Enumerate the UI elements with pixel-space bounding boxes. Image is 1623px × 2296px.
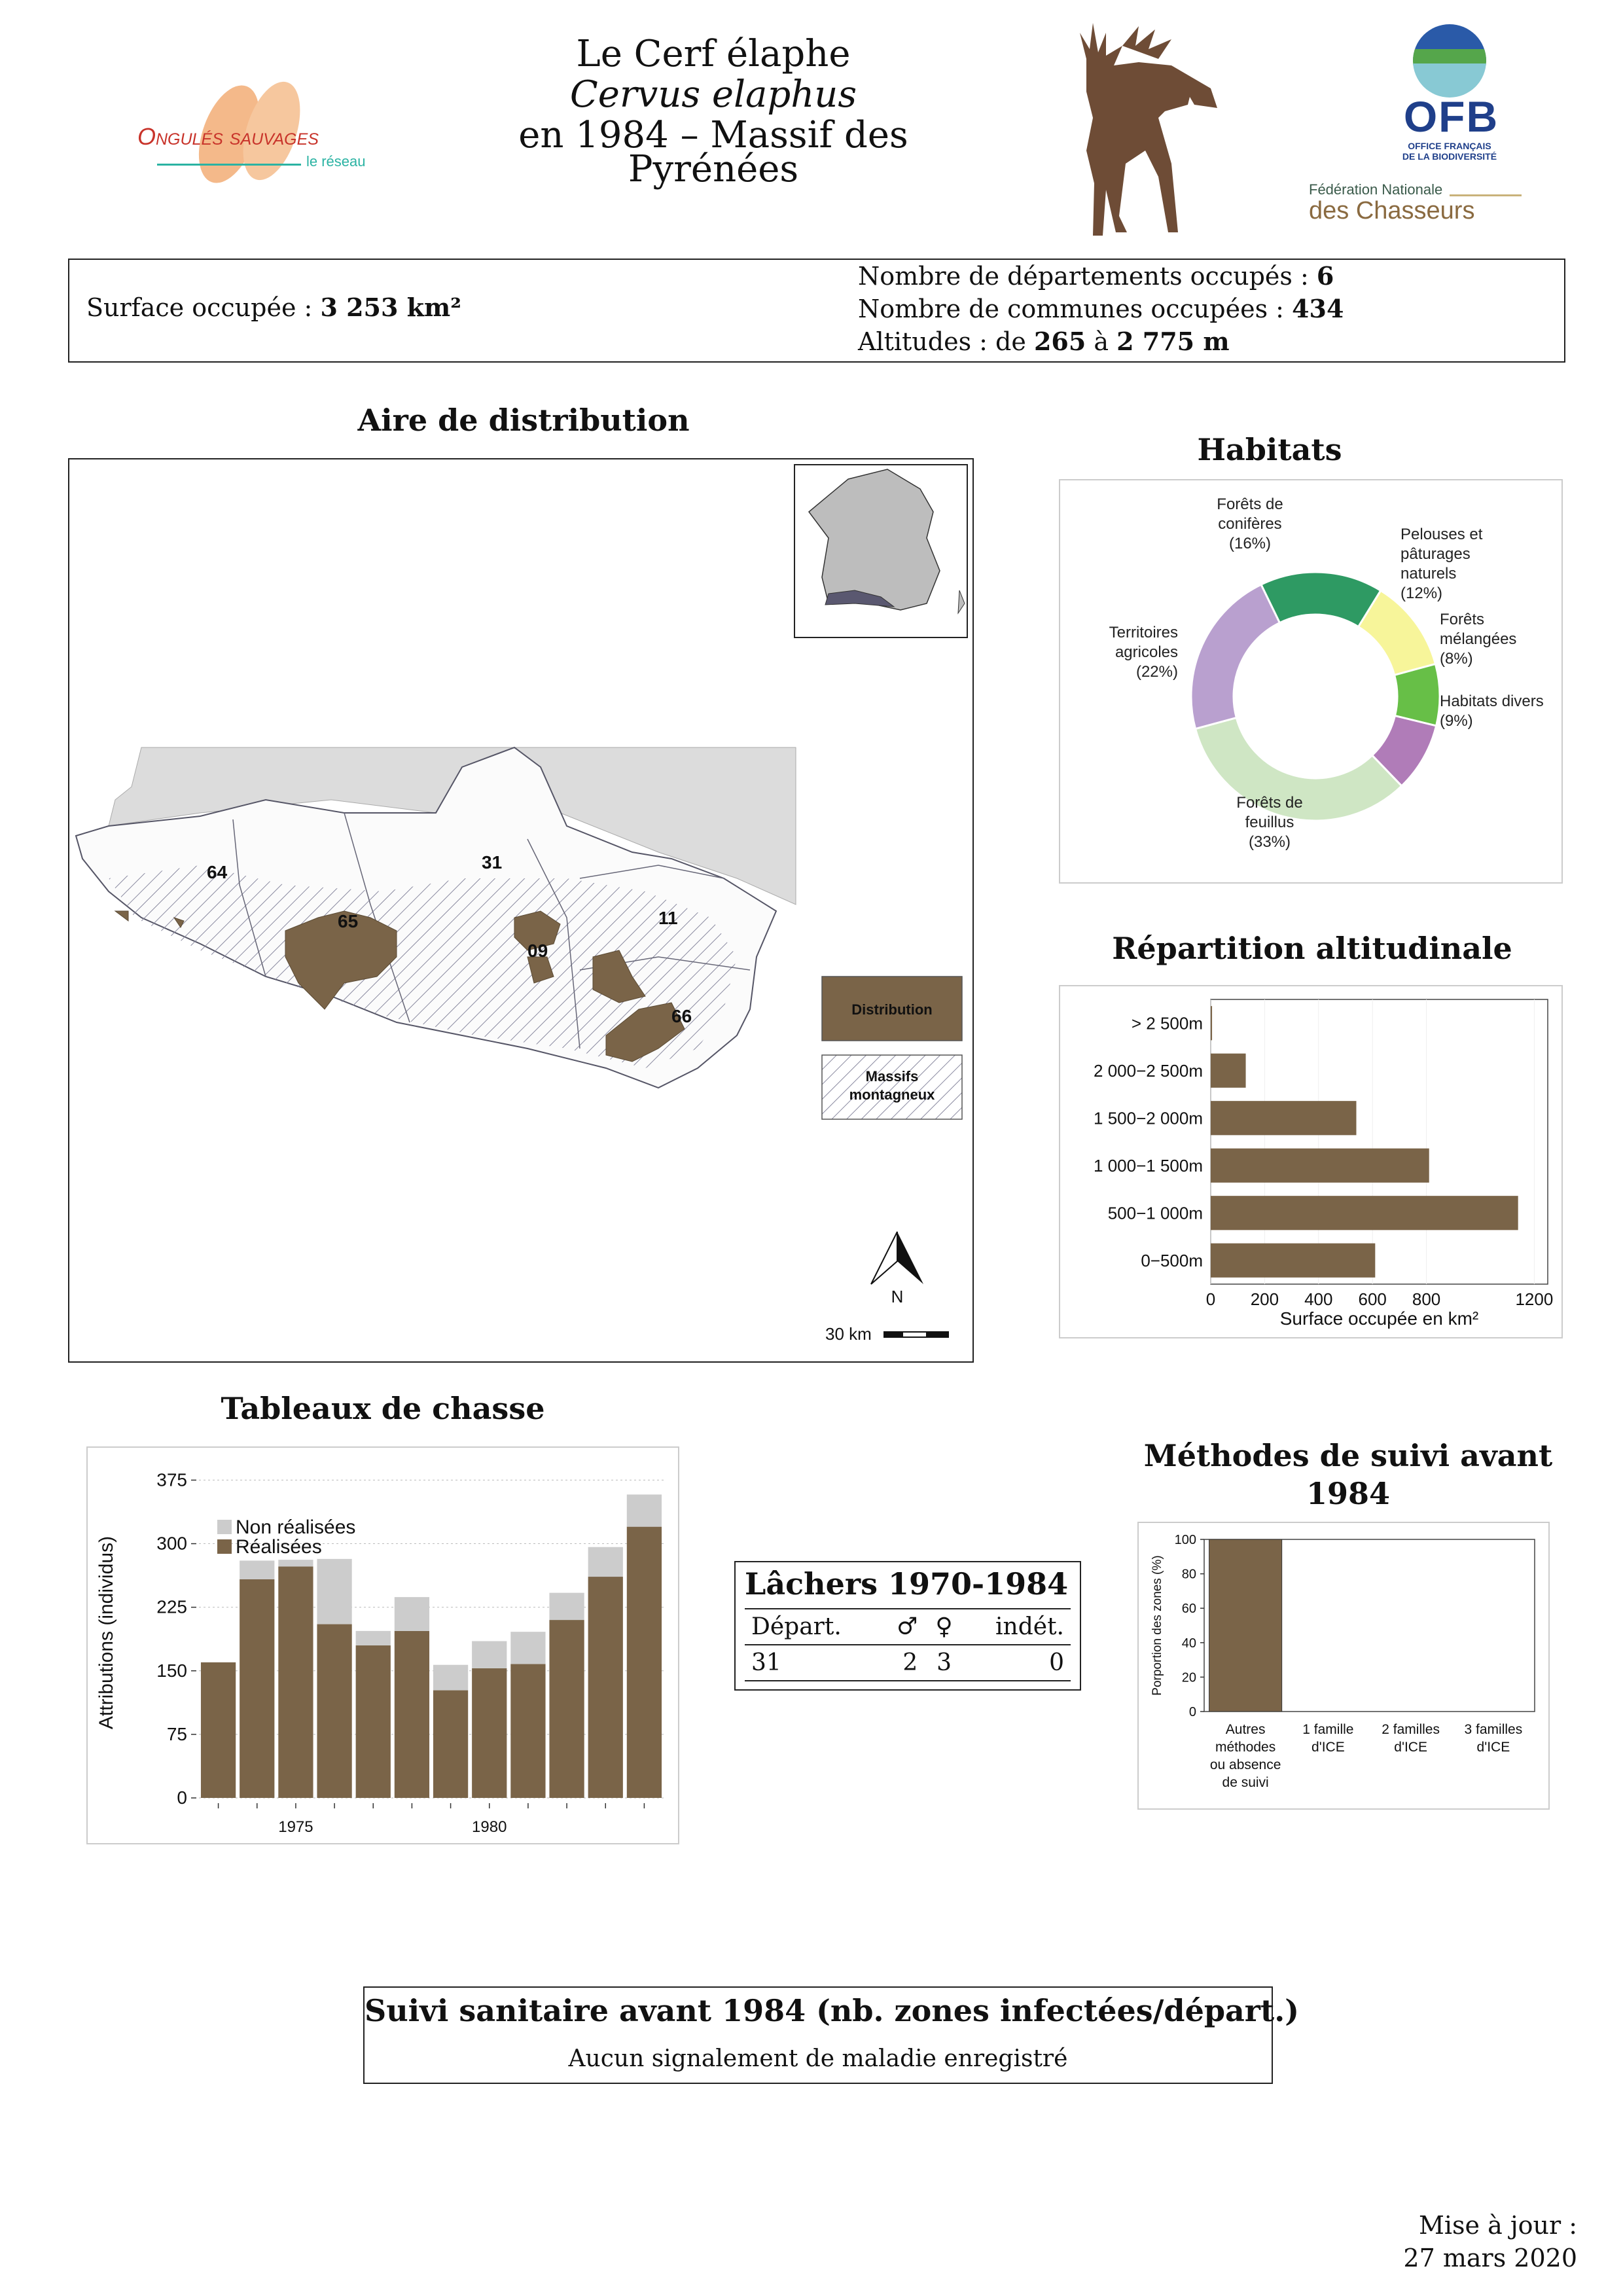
- hunting-bar-chart: [88, 1448, 678, 1843]
- habitat-label: (12%): [1400, 584, 1443, 602]
- logo-fnc-stripe: [1450, 194, 1522, 196]
- hunting-bar-realized: [627, 1527, 662, 1798]
- altitude-sep: à: [1094, 327, 1109, 356]
- logo-ongules-sauvages: [131, 72, 380, 183]
- altitude-bar: [1211, 1101, 1356, 1135]
- altitude-x-axis-label: Surface occupée en km²: [1279, 1308, 1479, 1329]
- north-arrow-icon: [871, 1232, 923, 1284]
- habitat-label: feuillus: [1245, 814, 1294, 831]
- health-title: Suivi sanitaire avant 1984 (nb. zones infectées/départ.): [365, 1993, 1300, 2028]
- methods-category-label: d'ICE: [1476, 1740, 1510, 1755]
- north-label: N: [891, 1287, 904, 1306]
- altitude-x-tick: 800: [1412, 1289, 1441, 1309]
- hunting-bar-realized: [278, 1567, 313, 1799]
- page-title: [452, 34, 975, 190]
- altitude-x-tick: 400: [1304, 1289, 1333, 1309]
- hunting-bar-unrealized: [356, 1631, 391, 1645]
- habitat-label: (22%): [1135, 663, 1178, 681]
- methods-y-tick: 20: [1181, 1670, 1196, 1685]
- scale-label: 30 km: [825, 1324, 872, 1344]
- hunting-legend-unrealized-swatch: [217, 1520, 232, 1534]
- methods-category-label: ou absence: [1209, 1757, 1281, 1772]
- dept-label-64: 64: [207, 862, 228, 882]
- logo-ofb-sub1: OFFICE FRANÇAIS: [1408, 141, 1491, 151]
- altitude-bar: [1211, 1149, 1429, 1183]
- hunting-bar-realized: [201, 1662, 236, 1798]
- hunting-y-axis-label: Attributions (individus): [96, 1535, 117, 1730]
- habitat-label: (8%): [1440, 650, 1473, 668]
- altitude-bar: [1211, 1196, 1518, 1230]
- logo-fnc-line1: Fédération Nationale: [1309, 181, 1443, 198]
- methods-category-label: 3 familles: [1464, 1722, 1523, 1737]
- habitat-label: (9%): [1440, 712, 1473, 730]
- habitat-label: (33%): [1248, 833, 1291, 851]
- hunting-legend-unrealized: Non réalisées: [236, 1516, 356, 1538]
- hunting-bar-unrealized: [588, 1547, 623, 1577]
- habitat-label: (16%): [1228, 535, 1272, 552]
- surface-label: Surface occupée :: [86, 293, 313, 322]
- hunting-bar-realized: [240, 1579, 274, 1798]
- methods-y-tick: 100: [1174, 1533, 1196, 1547]
- releases-box: [734, 1561, 1081, 1691]
- releases-header-row: [745, 1609, 1071, 1645]
- altitude-x-tick: 200: [1250, 1289, 1279, 1309]
- habitat-label: pâturages: [1400, 545, 1471, 563]
- logo-ongules-underline: [157, 164, 301, 166]
- france-inset: [794, 465, 967, 637]
- methods-chart-frame: [1137, 1522, 1550, 1810]
- altitude-bar-chart: [1060, 986, 1561, 1337]
- hunting-bar-unrealized: [627, 1494, 662, 1526]
- altitude-category-label: 1 000−1 500m: [1094, 1155, 1203, 1175]
- releases-cell-male: 2: [902, 1649, 918, 1676]
- methods-y-axis-label: Porportion des zones (%): [1150, 1555, 1164, 1696]
- logo-fnc-line2: des Chasseurs: [1309, 197, 1475, 224]
- hunting-bar-realized: [395, 1631, 429, 1798]
- altitude-max: 2 775 m: [1116, 327, 1230, 356]
- altitude-title: Répartition altitudinale: [1112, 931, 1512, 966]
- releases-cell-dept: 31: [751, 1649, 781, 1676]
- summary-box: [68, 259, 1565, 363]
- methods-title-line2: 1984: [1306, 1476, 1391, 1511]
- communes-label: Nombre de communes occupées :: [858, 295, 1284, 323]
- communes-value: 434: [1292, 294, 1344, 323]
- dept-label-65: 65: [338, 911, 359, 931]
- methods-bar-chart: [1139, 1523, 1548, 1808]
- hunting-bar-realized: [549, 1620, 584, 1798]
- hunting-x-tick: 1975: [278, 1818, 313, 1836]
- hunting-bar-realized: [588, 1577, 623, 1798]
- title-year-region: en 1984 – Massif des: [518, 114, 908, 156]
- altitude-chart-frame: [1059, 985, 1563, 1338]
- hunting-chart-frame: [86, 1446, 679, 1844]
- methods-category-label: Autres: [1225, 1722, 1266, 1737]
- title-latin-name: Cervus elaphus: [569, 73, 857, 116]
- methods-title-line1: Méthodes de suivi avant: [1143, 1438, 1553, 1473]
- hunting-bar-realized: [433, 1691, 468, 1798]
- altitude-bar: [1211, 1054, 1246, 1088]
- altitude-category-label: > 2 500m: [1131, 1013, 1203, 1033]
- hunting-bar-unrealized: [472, 1641, 507, 1668]
- hunting-title: Tableaux de chasse: [221, 1391, 545, 1426]
- methods-category-label: de suivi: [1222, 1775, 1269, 1790]
- legend-distribution-label: Distribution: [851, 1001, 933, 1018]
- map-title: Aire de distribution: [357, 403, 690, 438]
- hunting-x-tick: 1980: [472, 1818, 507, 1836]
- dept-label-31: 31: [482, 852, 503, 872]
- hunting-bar-unrealized: [278, 1560, 313, 1566]
- habitats-chart-frame: [1059, 479, 1563, 884]
- altitude-x-tick: 1200: [1515, 1289, 1554, 1309]
- hunting-legend-realized-swatch: [217, 1539, 232, 1554]
- releases-col-dept: Départ.: [751, 1613, 842, 1640]
- hunting-bar-realized: [317, 1624, 351, 1798]
- altitude-category-label: 1 500−2 000m: [1094, 1108, 1203, 1128]
- methods-category-label: d'ICE: [1311, 1740, 1345, 1755]
- dept-label-11: 11: [658, 908, 678, 928]
- habitat-label: Forêts de: [1236, 794, 1303, 812]
- logo-ongules-subtext: le réseau: [306, 153, 366, 170]
- table-row: [745, 1645, 1071, 1681]
- methods-title: [1113, 1437, 1584, 1513]
- dept-label-66: 66: [671, 1006, 692, 1026]
- releases-cell-undet: 0: [1049, 1649, 1064, 1676]
- releases-col-female: ♀: [935, 1613, 953, 1640]
- methods-y-tick: 80: [1181, 1567, 1196, 1582]
- altitude-label: Altitudes : de: [858, 327, 1026, 356]
- releases-title: Lâchers 1970-1984: [745, 1566, 1069, 1602]
- logo-fnc: [1309, 180, 1531, 232]
- hunting-bar-unrealized: [317, 1559, 351, 1624]
- habitats-donut-chart: [1060, 480, 1561, 882]
- hunting-legend-realized: Réalisées: [236, 1536, 322, 1558]
- logo-ofb: [1391, 23, 1508, 164]
- altitude-bar: [1211, 1006, 1212, 1040]
- update-date: [1342, 2209, 1577, 2274]
- hunting-y-tick: 0: [177, 1787, 187, 1808]
- dept-value: 6: [1316, 261, 1334, 291]
- hunting-bar-unrealized: [510, 1632, 545, 1664]
- counts-summary: [858, 260, 1344, 358]
- habitat-label: Territoires: [1109, 624, 1178, 641]
- methods-y-tick: 60: [1181, 1602, 1196, 1617]
- legend-massifs-label-1: Massifs: [865, 1068, 919, 1085]
- health-box: [363, 1986, 1300, 2084]
- dept-label: Nombre de départements occupés :: [858, 262, 1309, 291]
- habitat-label: conifères: [1218, 515, 1282, 533]
- scale-bar: [883, 1331, 949, 1338]
- methods-y-tick: 40: [1181, 1636, 1196, 1651]
- releases-col-male: ♂: [897, 1613, 918, 1640]
- hunting-bar-unrealized: [433, 1665, 468, 1691]
- surface-value: 3 253 km²: [320, 293, 461, 322]
- habitat-label: Pelouses et: [1400, 526, 1483, 543]
- title-region-end: Pyrénées: [628, 148, 799, 190]
- methods-category-label: 2 familles: [1382, 1722, 1440, 1737]
- map-svg: [69, 459, 972, 1361]
- hunting-bar-unrealized: [240, 1560, 274, 1579]
- update-label: Mise à jour :: [1418, 2211, 1577, 2240]
- hunting-y-tick: 150: [156, 1660, 187, 1681]
- methods-y-tick: 0: [1188, 1705, 1196, 1719]
- health-text: Aucun signalement de maladie enregistré: [568, 2045, 1068, 2072]
- releases-cell-female: 3: [936, 1649, 952, 1676]
- methods-category-label: méthodes: [1215, 1740, 1276, 1755]
- hunting-bar-unrealized: [549, 1593, 584, 1620]
- habitat-label: Forêts: [1440, 611, 1485, 628]
- logo-ofb-sub2: DE LA BIODIVERSITÉ: [1402, 151, 1497, 162]
- title-common-name: Le Cerf élaphe: [576, 33, 851, 75]
- hunting-bar-realized: [472, 1668, 507, 1798]
- ofb-globe-icon: [1391, 23, 1508, 101]
- hunting-bar-unrealized: [395, 1597, 429, 1631]
- hunting-bar-realized: [356, 1645, 391, 1798]
- habitats-title: Habitats: [1197, 432, 1342, 467]
- altitude-category-label: 0−500m: [1141, 1250, 1203, 1270]
- altitude-x-tick: 600: [1358, 1289, 1387, 1309]
- habitat-label: agricoles: [1115, 643, 1178, 661]
- dept-label-09: 09: [527, 941, 548, 961]
- habitat-label: Habitats divers: [1440, 692, 1544, 710]
- altitude-bar: [1211, 1244, 1375, 1278]
- altitude-min: 265: [1033, 327, 1086, 356]
- habitat-label: Forêts de: [1217, 495, 1283, 513]
- hunting-bar-realized: [510, 1664, 545, 1798]
- habitat-label: mélangées: [1440, 630, 1517, 648]
- altitude-category-label: 2 000−2 500m: [1094, 1060, 1203, 1081]
- hunting-y-tick: 300: [156, 1533, 187, 1554]
- releases-table: [745, 1608, 1071, 1681]
- altitude-category-label: 500−1 000m: [1107, 1203, 1203, 1223]
- methods-category-label: d'ICE: [1394, 1740, 1427, 1755]
- hunting-y-tick: 75: [166, 1723, 187, 1744]
- altitude-x-tick: 0: [1205, 1289, 1216, 1309]
- methods-category-label: 1 famille: [1302, 1722, 1354, 1737]
- hunting-y-tick: 375: [156, 1469, 187, 1490]
- distribution-map: [68, 458, 974, 1363]
- legend-massifs-label-2: montagneux: [849, 1086, 935, 1103]
- logo-ongules-text: Ongulés sauvages: [137, 123, 319, 150]
- hunting-y-tick: 225: [156, 1596, 187, 1617]
- deer-silhouette-icon: [1041, 20, 1237, 236]
- habitat-slice: [1191, 584, 1279, 728]
- methods-bar: [1209, 1539, 1282, 1712]
- surface-summary: [86, 293, 461, 322]
- releases-col-undet: indét.: [995, 1613, 1064, 1640]
- update-value: 27 mars 2020: [1403, 2244, 1577, 2272]
- altitude-plot-area: [1211, 999, 1548, 1284]
- logo-ofb-name: OFB: [1403, 92, 1499, 141]
- habitat-label: naturels: [1400, 565, 1457, 583]
